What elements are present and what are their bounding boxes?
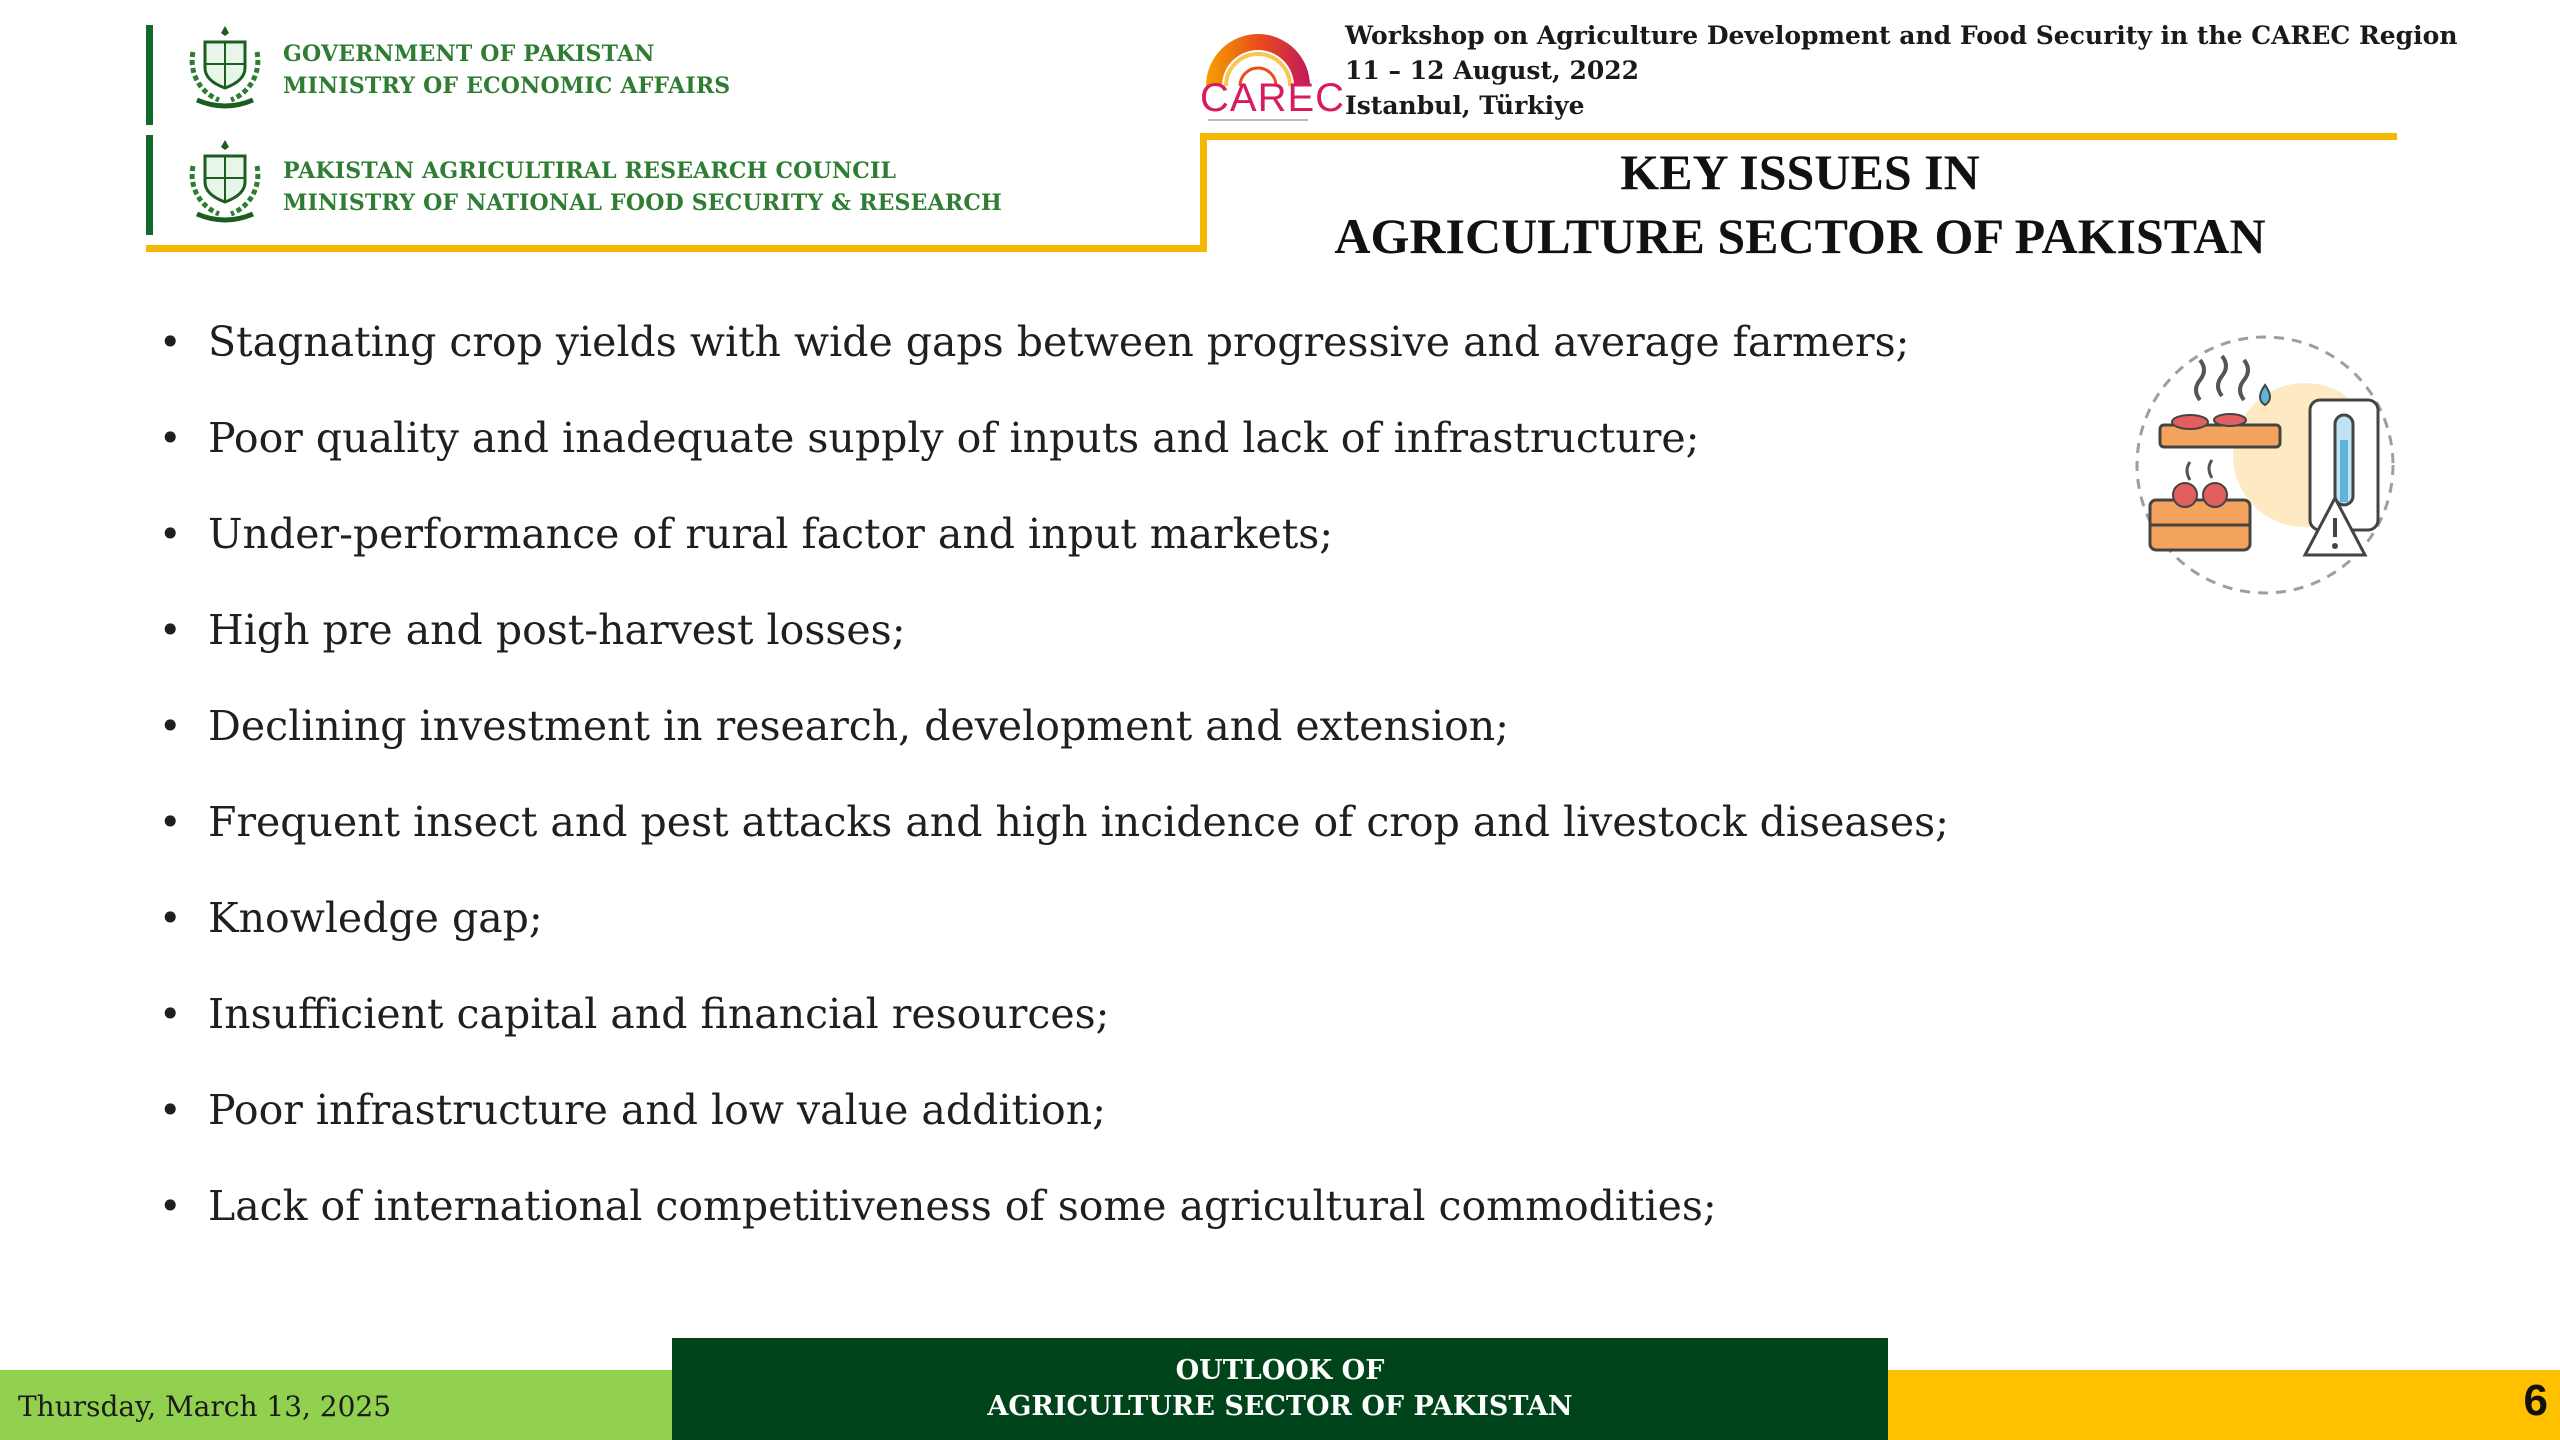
workshop-info bbox=[1345, 18, 2458, 123]
gov-block-2-line2: MINISTRY OF NATIONAL FOOD SECURITY & RESEARCH bbox=[283, 190, 1003, 216]
list-item-text: Poor quality and inadequate supply of inputs and lack of infrastructure; bbox=[208, 414, 1700, 462]
gov-block-2-line1: PAKISTAN AGRICULTIRAL RESEARCH COUNCIL bbox=[283, 158, 897, 184]
list-item bbox=[155, 1174, 2135, 1270]
page-number: 6 bbox=[2523, 1376, 2548, 1425]
bullet-marker: • bbox=[159, 800, 182, 844]
workshop-location: Istanbul, Türkiye bbox=[1345, 91, 1585, 120]
footer-center-line1: OUTLOOK OF bbox=[1175, 1355, 1385, 1386]
gov-block-1-line2: MINISTRY OF ECONOMIC AFFAIRS bbox=[283, 73, 731, 99]
list-item-text: Insufficient capital and financial resources; bbox=[208, 990, 1110, 1038]
list-item-text: Under-performance of rural factor and input markets; bbox=[208, 510, 1334, 558]
list-item-text: Frequent insect and pest attacks and high incidence of crop and livestock diseases; bbox=[208, 798, 1949, 846]
list-item-text: Declining investment in research, development and extension; bbox=[208, 702, 1509, 750]
gov-block-2-accent-bar bbox=[146, 135, 153, 235]
bullet-marker: • bbox=[159, 1088, 182, 1132]
bullet-marker: • bbox=[159, 992, 182, 1036]
header-left-underline bbox=[146, 245, 1207, 252]
footer-right-band bbox=[1888, 1370, 2560, 1440]
state-emblem-icon bbox=[183, 136, 267, 226]
heat-stress-food-icon bbox=[2130, 330, 2400, 600]
bullet-marker: • bbox=[159, 512, 182, 556]
workshop-dates: 11 – 12 August, 2022 bbox=[1345, 56, 1640, 85]
gov-block-1-accent-bar bbox=[146, 25, 153, 125]
bullet-marker: • bbox=[159, 320, 182, 364]
carec-logo-text: CAREC bbox=[1200, 76, 1346, 120]
list-item-text: Stagnating crop yields with wide gaps between progressive and average farmers; bbox=[208, 318, 1910, 366]
list-item bbox=[155, 886, 2135, 982]
page-title-line1: KEY ISSUES IN bbox=[1620, 144, 1980, 200]
key-issues-list bbox=[155, 310, 2135, 1270]
workshop-title: Workshop on Agriculture Development and Food Security in the CAREC Region bbox=[1345, 21, 2458, 50]
gov-block-1-text bbox=[283, 38, 730, 102]
bullet-marker: • bbox=[159, 608, 182, 652]
gov-block-2-text bbox=[283, 155, 1002, 219]
bullet-marker: • bbox=[159, 416, 182, 460]
list-item bbox=[155, 982, 2135, 1078]
list-item bbox=[155, 310, 2135, 406]
gov-block-1-line1: GOVERNMENT OF PAKISTAN bbox=[283, 41, 655, 67]
list-item bbox=[155, 406, 2135, 502]
page-title-line2: AGRICULTURE SECTOR OF PAKISTAN bbox=[1334, 208, 2266, 264]
state-emblem-icon bbox=[183, 22, 267, 112]
header-vertical-divider bbox=[1200, 133, 1207, 252]
bullet-marker: • bbox=[159, 896, 182, 940]
list-item bbox=[155, 502, 2135, 598]
footer-center-band bbox=[672, 1338, 1888, 1440]
list-item-text: Knowledge gap; bbox=[208, 894, 543, 942]
list-item-text: Lack of international competitiveness of some agricultural commodities; bbox=[208, 1182, 1717, 1230]
page-title bbox=[1260, 140, 2340, 268]
bullet-marker: • bbox=[159, 704, 182, 748]
list-item bbox=[155, 694, 2135, 790]
footer-date: Thursday, March 13, 2025 bbox=[18, 1390, 392, 1423]
list-item bbox=[155, 598, 2135, 694]
list-item bbox=[155, 1078, 2135, 1174]
list-item bbox=[155, 790, 2135, 886]
list-item-text: High pre and post-harvest losses; bbox=[208, 606, 906, 654]
list-item-text: Poor infrastructure and low value addition; bbox=[208, 1086, 1106, 1134]
header-right-topline bbox=[1200, 133, 2397, 140]
bullet-marker: • bbox=[159, 1184, 182, 1228]
footer-center-line2: AGRICULTURE SECTOR OF PAKISTAN bbox=[987, 1391, 1573, 1422]
